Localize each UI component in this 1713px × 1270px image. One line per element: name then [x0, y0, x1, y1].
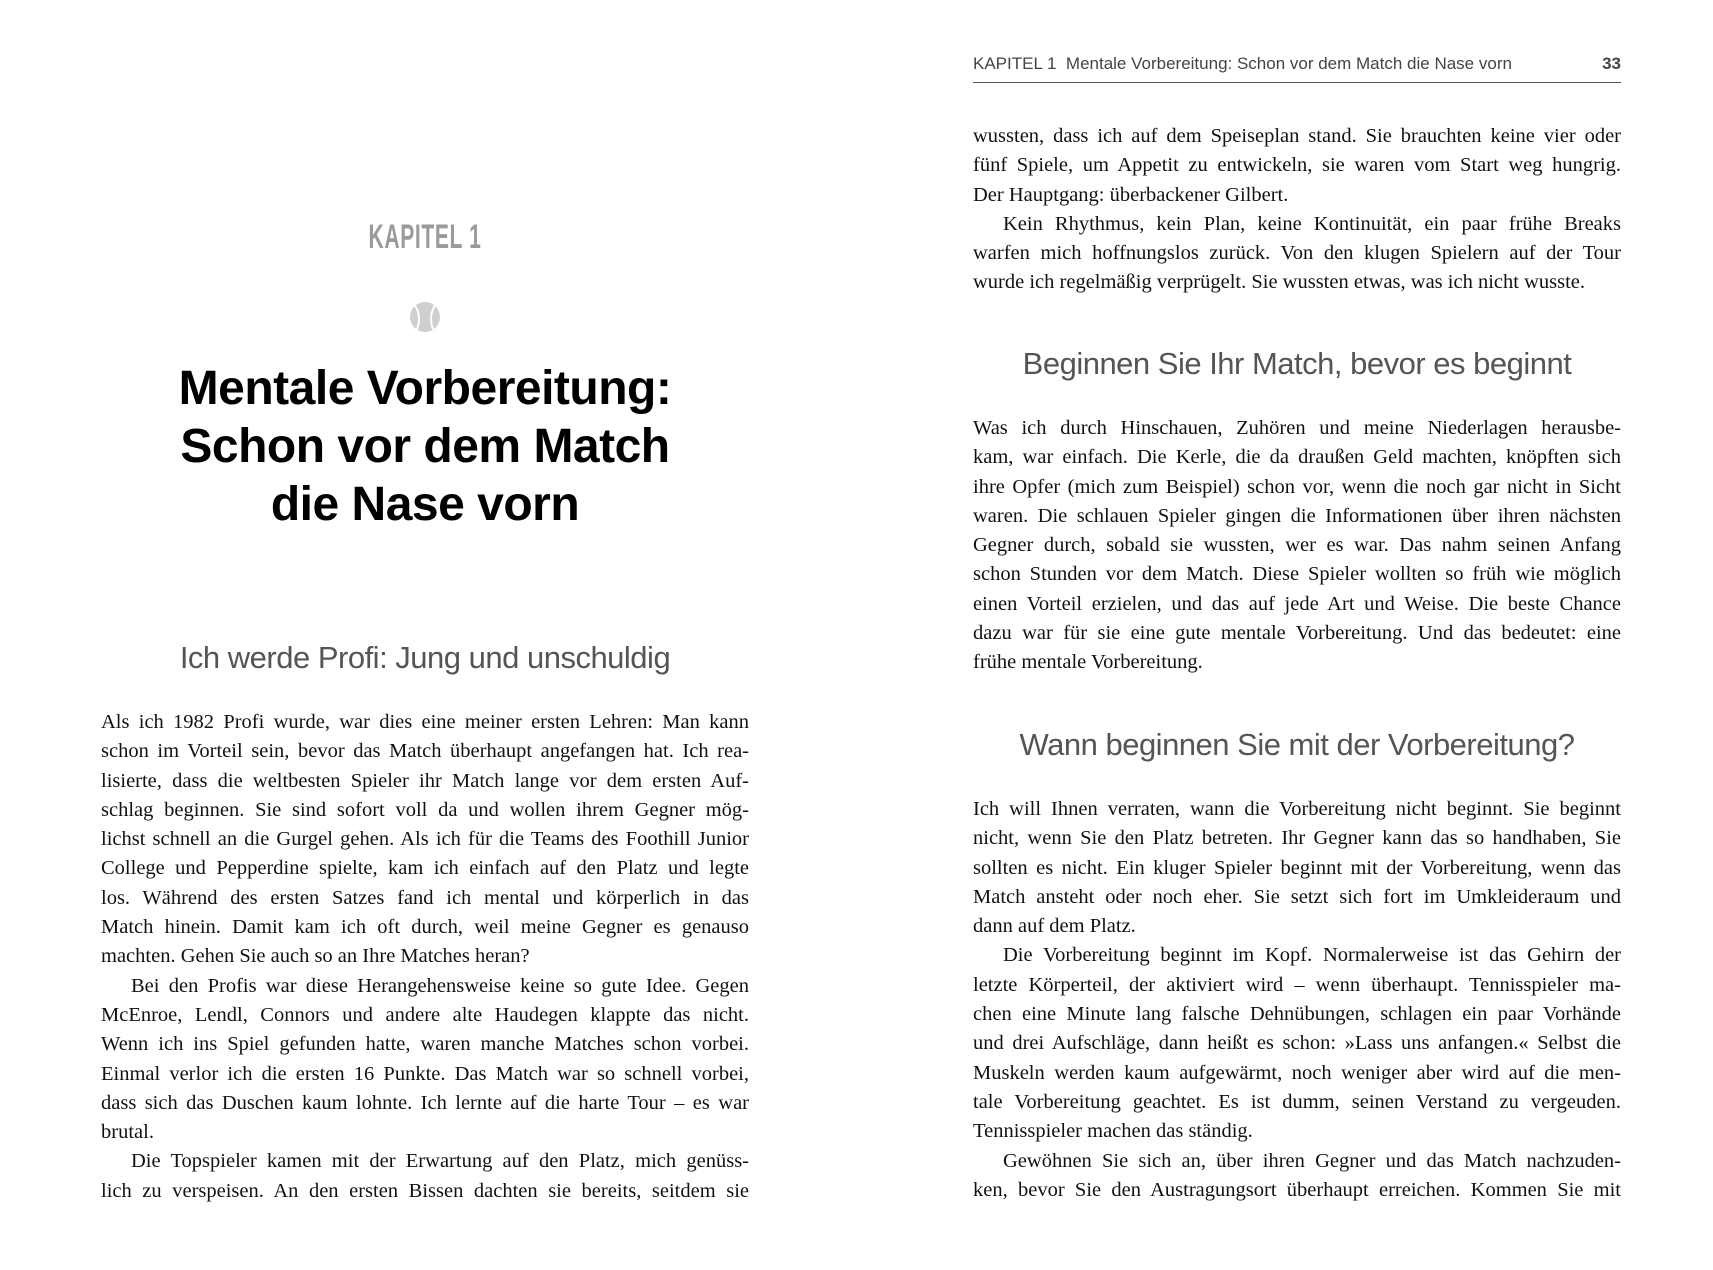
text-line: McEnroe, Lendl, Connors und andere alte Haudegen klappte das nicht. [101, 1003, 749, 1026]
right-page [973, 0, 1621, 1270]
running-header-title: KAPITEL 1 Mentale Vorbereitung: Schon vor dem Match die Nase vorn [973, 54, 1512, 73]
text-line: los. Während des ersten Satzes fand ich mental und körperlich in das [101, 886, 749, 909]
section-heading: Ich werde Profi: Jung und unschuldig [179, 640, 671, 675]
text-line: nicht, wenn Sie den Platz betreten. Ihr Gegner kann das so handhaben, Sie [973, 827, 1621, 850]
text-line: wussten, dass ich auf dem Speiseplan stand. Sie brauchten keine vier oder [973, 125, 1621, 147]
text-line: Wenn ich ins Spiel gefunden hatte, waren manche Matches schon vorbei. [101, 1033, 749, 1056]
text-line: Gegner durch, sobald sie wussten, wer es war. Das nahm seinen Anfang [973, 534, 1621, 557]
text-line: Kein Rhythmus, kein Plan, keine Kontinuität, ein paar frühe Breaks [1003, 212, 1621, 235]
section-heading: Wann beginnen Sie mit der Vorbereitung? [1019, 727, 1575, 762]
text-line: Einmal verlor ich die ersten 16 Punkte. Das Match war so schnell vorbei, [101, 1062, 749, 1085]
text-line: kam, war einfach. Die Kerle, die da draußen Geld machten, knöpften sich [973, 446, 1621, 469]
text-line: Ich will Ihnen verraten, wann die Vorbereitung nicht beginnt. Sie beginnt [973, 798, 1621, 820]
body-text [973, 122, 1621, 298]
text-line: Muskeln werden kaum aufgewärmt, noch weniger aber wird auf die men- [973, 1061, 1621, 1084]
text-line: schlag beginnen. Sie sind sofort voll da und wollen ihrem Gegner mög- [101, 798, 749, 821]
text-line: Match hinein. Damit kam ich oft durch, weil meine Gegner es genauso [101, 916, 749, 939]
body-text [973, 795, 1621, 1205]
text-line: fünf Spiele, um Appetit zu entwickeln, sie waren vom Start weg hungrig. [973, 154, 1621, 177]
text-line: dass sich das Duschen kaum lohnte. Ich lernte auf die harte Tour – es war [101, 1091, 749, 1114]
text-line: Als ich 1982 Profi wurde, war dies eine meiner ersten Lehren: Man kann [101, 711, 749, 733]
tennis-ball-icon [410, 302, 440, 332]
text-line: Bei den Profis war diese Herangehensweise keine so gute Idee. Gegen [131, 974, 749, 997]
text-line: Der Hauptgang: überbackener Gilbert. [973, 183, 1289, 206]
text-line: ihre Opfer (mich zum Beispiel) schon vor, wenn die noch gar nicht in Sicht [973, 475, 1621, 498]
text-line: und drei Aufschläge, dann heißt es schon: »Lass uns anfangen.« Selbst die [973, 1032, 1621, 1055]
chapter-title-line: Mentale Vorbereitung: [178, 362, 672, 415]
text-line: Tennisspieler machen das ständig. [973, 1120, 1253, 1143]
left-page [101, 0, 749, 1270]
text-line: Was ich durch Hinschauen, Zuhören und meine Niederlagen herausbe- [973, 417, 1621, 439]
text-line: dann auf dem Platz. [973, 915, 1136, 938]
text-line: chen eine Minute lang falsche Dehnübungen, schlagen ein paar Vorhände [973, 1003, 1621, 1026]
section-heading: Beginnen Sie Ihr Match, bevor es beginnt [1022, 346, 1572, 381]
text-line: sollten es nicht. Ein kluger Spieler beginnt mit der Vorbereitung, wenn das [973, 856, 1621, 879]
text-line: ken, bevor Sie den Austragungsort überhaupt erreichen. Kommen Sie mit [973, 1178, 1621, 1201]
body-text [101, 708, 749, 1206]
text-line: warfen mich hoffnungslos zurück. Von den klugen Spielern auf der Tour [973, 242, 1621, 265]
text-line: tale Vorbereitung geachtet. Es ist dumm, seinen Verstand zu vergeuden. [973, 1090, 1621, 1113]
text-line: machten. Gehen Sie auch so an Ihre Matches heran? [101, 945, 530, 968]
text-line: Die Topspieler kamen mit der Erwartung auf den Platz, mich genüss- [131, 1150, 749, 1173]
chapter-label: KAPITEL 1 [368, 218, 482, 256]
text-line: lich zu verspeisen. An den ersten Bissen dachten sie bereits, seitdem sie [101, 1179, 749, 1202]
text-line: schon Stunden vor dem Match. Diese Spieler wollten so früh wie möglich [973, 563, 1621, 586]
text-line: Die Vorbereitung beginnt im Kopf. Normalerweise ist das Gehirn der [1003, 944, 1621, 967]
chapter-title-line: Schon vor dem Match [180, 420, 670, 473]
text-line: einen Vorteil erzielen, und das auf jede Art und Weise. Die beste Chance [973, 592, 1621, 615]
text-line: frühe mentale Vorbereitung. [973, 651, 1203, 674]
text-line: College und Pepperdine spielte, kam ich einfach auf den Platz und legte [101, 857, 749, 880]
page-number: 33 [1602, 54, 1621, 73]
text-line: letzte Körperteil, der aktiviert wird – wenn überhaupt. Tennisspieler ma- [973, 973, 1621, 996]
text-line: lichst schnell an die Gurgel gehen. Als ich für die Teams des Foothill Junior [101, 828, 749, 851]
text-line: schon im Vorteil sein, bevor das Match überhaupt angefangen hat. Ich rea- [101, 740, 749, 763]
body-text [973, 414, 1621, 678]
text-line: wurde ich regelmäßig verprügelt. Sie wussten etwas, was ich nicht wusste. [973, 271, 1585, 294]
chapter-title [101, 360, 749, 534]
text-line: Gewöhnen Sie sich an, über ihren Gegner und das Match nachzuden- [1003, 1149, 1621, 1172]
text-line: lisierte, dass die weltbesten Spieler ihr Match lange vor dem ersten Auf- [101, 769, 749, 792]
text-line: dazu war für sie eine gute mentale Vorbereitung. Und das bedeutet: eine [973, 622, 1621, 645]
chapter-title-line: die Nase vorn [270, 478, 580, 531]
running-header [973, 54, 1621, 83]
text-line: brutal. [101, 1121, 154, 1144]
text-line: Match ansteht oder noch eher. Sie setzt sich fort im Umkleideraum und [973, 885, 1621, 908]
text-line: waren. Die schlauen Spieler gingen die Informationen über ihren nächsten [973, 504, 1621, 527]
